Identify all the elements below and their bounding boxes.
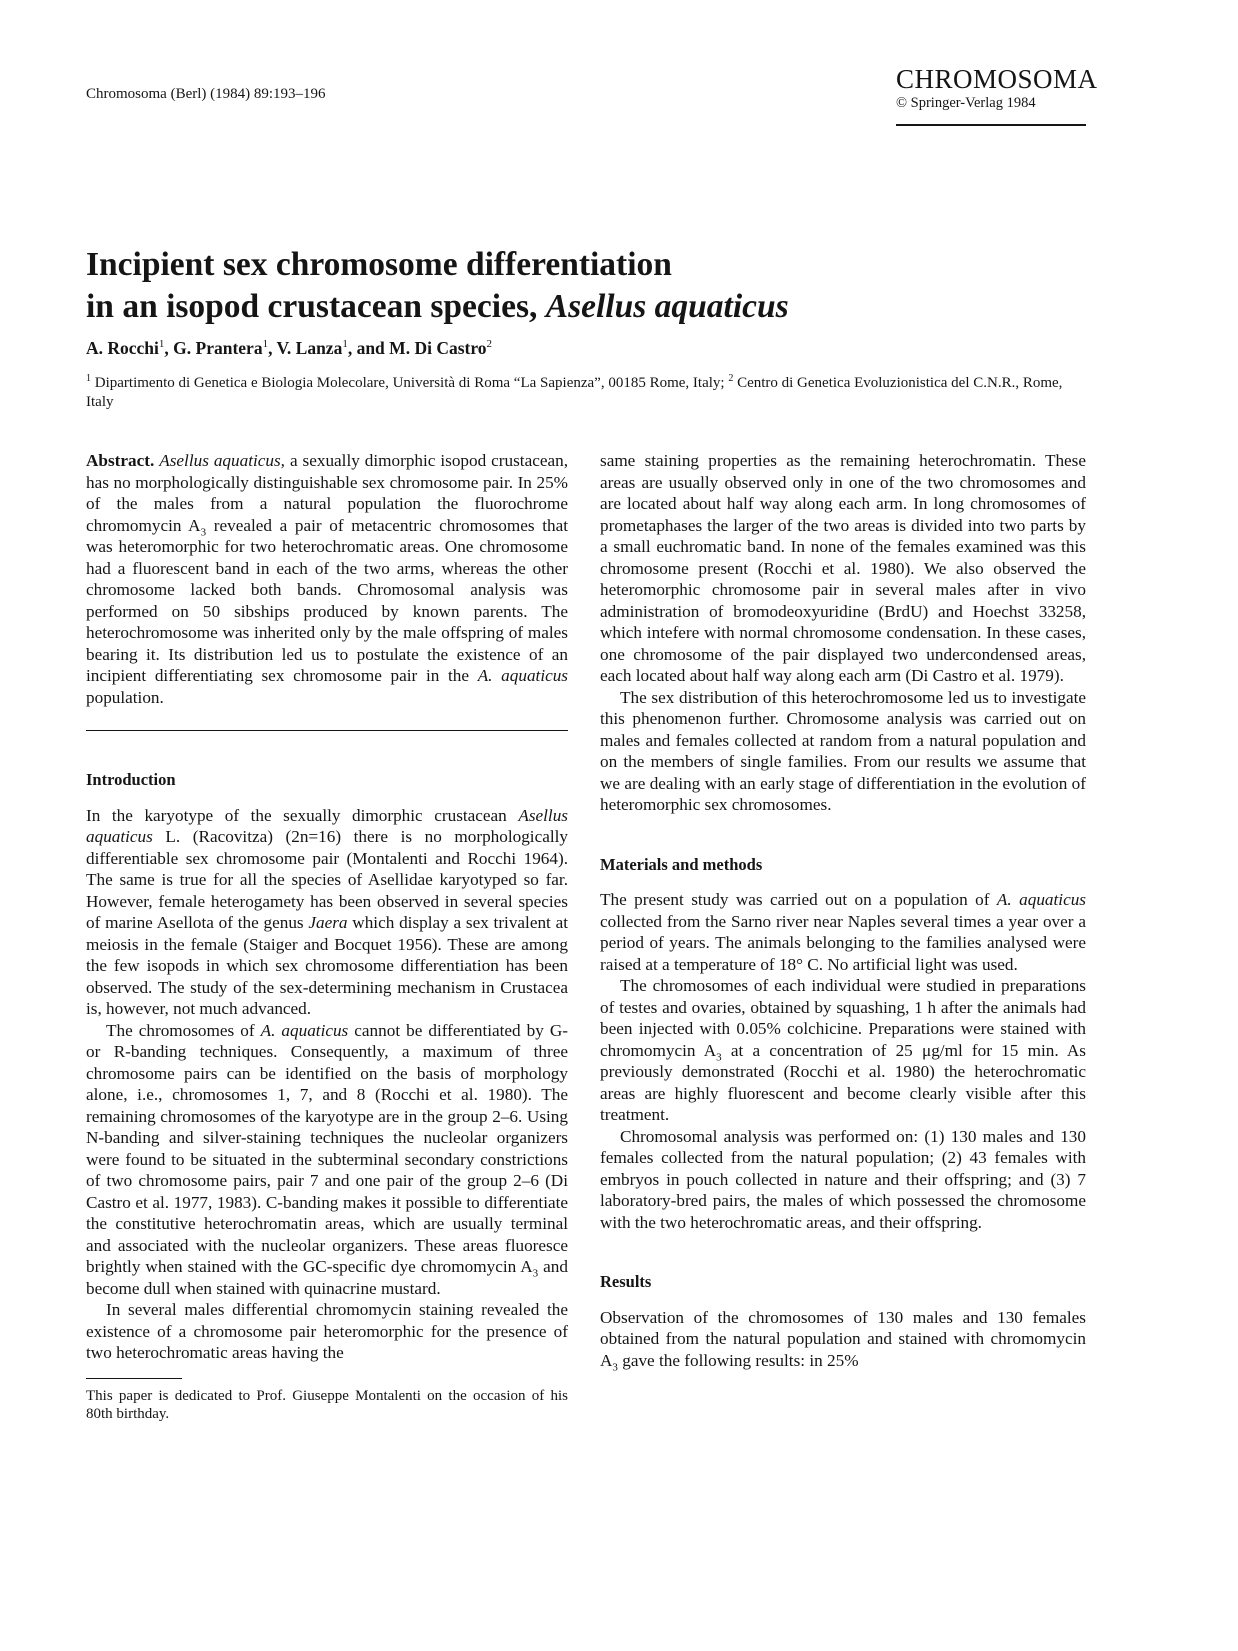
results-heading: Results	[600, 1272, 652, 1291]
paragraph-text: In the karyotype of the sexually dimorphic crustacean	[86, 805, 519, 825]
paragraph-text: and become dull when stained with quinacrine mustard.	[86, 1257, 568, 1298]
footnote-rule	[86, 1378, 182, 1379]
affiliation-marker: 2	[728, 373, 734, 384]
author-list	[86, 338, 492, 359]
species-name: Asellus aquaticus	[86, 805, 568, 846]
author-name: V. Lanza	[276, 338, 343, 358]
affiliation-marker: 1	[262, 338, 269, 351]
author-name: A. Rocchi	[86, 338, 159, 358]
author-separator: , and	[347, 338, 390, 358]
paragraph-text: The chromosomes of each individual were studied in preparations of testes and ovaries, obtained by squashing, 1 h after the animals had been injected with 0.05% colchicine. Preparations were stained with chromomycin A	[600, 976, 1086, 1060]
subscript: 3	[716, 1050, 722, 1063]
intro-paragraph-3: In several males differential chromomycin staining revealed the existence of a chromosome pair heteromorphic for the presence of two heterochromatic areas having the	[86, 1300, 568, 1362]
affiliation-text: Dipartimento di Genetica e Biologia Molecolare, Università di Roma “La Sapienza”, 00185 Rome, Italy;	[91, 375, 729, 391]
author-separator: ,	[164, 338, 174, 358]
title-line-2-text: in an isopod crustacean species,	[86, 288, 538, 325]
abstract-text: revealed a pair of metacentric chromosomes that was heteromorphic for two heterochromatic areas. One chromosome had a fluorescent band in each of the two arms, whereas the other chromosome lacked both bands. Chromosomal analysis was performed on 50 sibships produced by known parents. The heterochromosome was inherited only by the male offspring of males bearing it. Its distribution led us to postulate the existence of an incipient differentiating sex chromosome pair in the	[86, 515, 568, 685]
affiliation-marker: 1	[86, 373, 91, 384]
methods-paragraph-3: Chromosomal analysis was performed on: (1) 130 males and 130 females collected from the natural population; (2) 43 females with embryos in pouch collected in nature and their offspring; and (3) 7 laboratory-bred pairs, the males of which possessed the chromosome with the two heterochromatic areas, and their offspring.	[600, 1126, 1086, 1232]
journal-masthead	[896, 64, 1098, 126]
species-name: A. aquaticus	[996, 890, 1086, 909]
title-species: Asellus aquaticus	[545, 288, 789, 325]
abstract-species: Asellus aquaticus,	[159, 451, 285, 470]
right-column	[600, 450, 1086, 1371]
title-line-1: Incipient sex chromosome differentiation	[86, 246, 672, 283]
author-name: M. Di Castro	[389, 338, 487, 358]
footnote: This paper is dedicated to Prof. Giuseppe Montalenti on the occasion of his 80th birthday.	[86, 1387, 568, 1422]
methods-heading: Materials and methods	[600, 854, 763, 874]
results-paragraph-1	[600, 1307, 1086, 1372]
abstract-label: Abstract.	[86, 451, 155, 470]
methods-paragraph-1	[600, 889, 1086, 975]
intro-paragraph-2	[86, 1020, 568, 1300]
paragraph-text: The present study was carried out on a population of	[600, 890, 997, 909]
affiliation-marker: 1	[158, 338, 165, 351]
subscript: 3	[532, 1267, 539, 1280]
subscript: 3	[612, 1360, 618, 1373]
affiliation-marker: 2	[486, 338, 493, 351]
paragraph-text: Observation of the chromosomes of 130 males and 130 females obtained from the natural population and stained with chromomycin A	[600, 1307, 1086, 1370]
abstract-text: a sexually dimorphic isopod crustacean, has no morphologically distinguishable sex chromosome pair. In 25% of the males from a natural population the fluorochrome chromomycin A	[86, 451, 568, 535]
abstract-text: population.	[86, 687, 164, 707]
paragraph-text: cannot be differentiated by G- or R-banding techniques. Consequently, a maximum of three chromosome pairs can be identified on the basis of morphology alone, i.e., chromosomes 1, 7, and 8 (Rocchi et al. 1980). The remaining chromosomes of the karyotype are in the group 2–6. Using N-banding and silver-staining techniques the nucleolar organizers were found to be situated in the subterminal secondary constrictions of two chromosome pairs, pair 7 and one pair of the group 2–6 (Di Castro et al. 1977, 1983). C-banding makes it possible to differentiate the constitutive heterochromatin areas, which are usually terminal and associated with the nucleolar organizers. These areas fluoresce brightly when stained with the GC-specific dye chromomycin A	[86, 1020, 569, 1276]
paragraph-text: L. (Racovitza) (2n=16) there is no morphologically differentiable sex chromosome pair (Montalenti and Rocchi 1964). The same is true for all the species of Asellidae karyotyped so far. However, female heterogamety has been observed in several species of marine Asellota of the genus	[86, 827, 568, 932]
affiliation-text: Centro di Genetica Evoluzionistica del C.N.R., Rome, Italy	[86, 375, 1063, 410]
paragraph-text: gave the following results: in 25%	[617, 1350, 859, 1370]
publisher-copyright: © Springer-Verlag 1984	[896, 95, 1036, 111]
affiliations	[86, 369, 1086, 412]
paragraph-text: The chromosomes of	[106, 1020, 261, 1040]
running-head-citation: Chromosoma (Berl) (1984) 89:193–196	[86, 86, 326, 102]
author-separator: ,	[268, 338, 277, 358]
paragraph-text: at a concentration of 25 μg/ml for 15 min. As previously demonstrated (Rocchi et al. 1980) the heterochromatic areas are highly fluorescent and become clearly visible after this treatment.	[600, 1040, 1086, 1124]
abstract	[86, 450, 568, 708]
paragraph-text: collected from the Sarno river near Naples several times a year over a period of years. The animals belonging to the families analysed were raised at a temperature of 18° C. No artificial light was used.	[600, 911, 1086, 974]
left-column	[86, 450, 568, 1424]
title-line-2	[86, 286, 1086, 328]
subscript: 3	[200, 525, 207, 538]
intro-paragraph-1	[86, 805, 568, 1020]
affiliation-marker: 1	[342, 338, 348, 351]
genus-name: Jaera	[308, 913, 348, 932]
paragraph-text: which display a sex trivalent at meiosis in the female (Staiger and Bocquet 1956). These are among the few isopods in which sex chromosome differentiation has been observed. The study of the sex-determining mechanism in Crustacea is, however, not much advanced.	[86, 913, 568, 1018]
journal-name: CHROMOSOMA	[896, 64, 1098, 94]
intro-paragraph-4: The sex distribution of this heterochromosome led us to investigate this phenomenon further. Chromosome analysis was carried out on males and females collected at random from a natural population and on the members of single families. From our results we assume that we are dealing with an early stage of differentiation in the evolution of heteromorphic sex chromosomes.	[600, 687, 1086, 814]
species-name: A. aquaticus	[260, 1020, 349, 1040]
abstract-species: A. aquaticus	[477, 666, 568, 685]
methods-paragraph-2	[600, 975, 1086, 1126]
article-title	[86, 244, 1086, 328]
masthead-rule	[896, 124, 1086, 126]
introduction-heading: Introduction	[86, 770, 176, 789]
intro-paragraph-continued: same staining properties as the remaining heterochromatin. These areas are usually observed only in one of the two chromosomes and are located about half way along each arm. In long chromosomes of prometaphases the larger of the two areas is divided into two parts by a small euchromatic band. In none of the females examined was this chromosome present (Rocchi et al. 1980). We also observed the heteromorphic chromosome pair in several males after in vivo administration of bromodeoxyuridine (BrdU) and Hoechst 33258, which intefere with normal chromosome condensation. In these cases, one chromosome of the pair displayed two undercondensed areas, each located about half way along each arm (Di Castro et al. 1979).	[600, 451, 1086, 685]
author-name: G. Prantera	[173, 338, 263, 358]
abstract-divider	[86, 730, 568, 731]
